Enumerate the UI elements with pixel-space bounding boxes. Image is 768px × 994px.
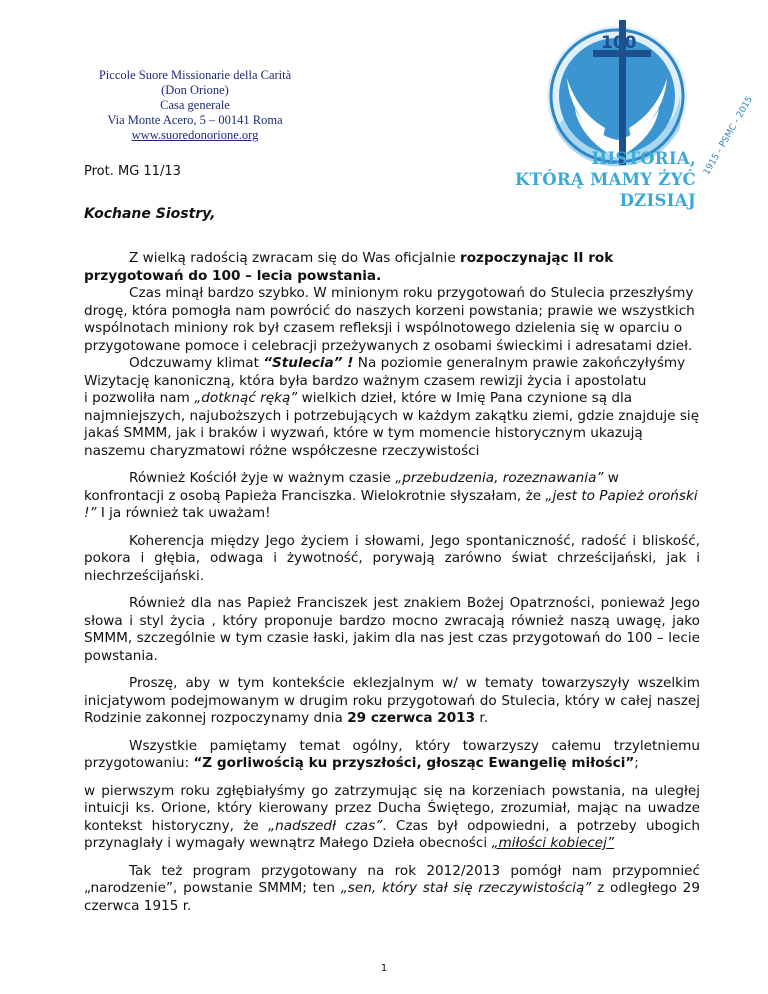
paragraph-5: Również Kościół żyje w ważnym czasie „przebudzenia, rozeznawania” w konfrontacji z osobą Papieża Franciszka. Wielokrotnie słyszałam, że „jest to Papież oroński !” I ja również tak uważam! [84, 470, 698, 521]
paragraph-4: i pozwoliła nam „dotknąć ręką” wielkich dzieł, które w Imię Pana czynione są dla najmniejszych, najuboższych i potrzebujących w każdym zakątku ziemi, gdzie znajduje się jakaś SMMM, jak i braków i wyzwań, które w tym momencie historycznym ukazują naszemu charyzmatowi różne współczesne rzeczywistości [84, 390, 700, 459]
logo-number: 100 [601, 33, 637, 53]
paragraph-8: Proszę, aby w tym kontekście eklezjalnym w/ w tematy towarzyszyły wszelkim inicjatywom podejmowanym w drugim roku przygotowań do Stulecia, który w całej naszej Rodzinie zakonnej rozpoczynamy dnia 29 czerwca 2013 r. [84, 675, 700, 726]
paragraph-11: Tak też program przygotowany na rok 2012/2013 pomógł nam przypomnieć „narodzenie”, powstanie SMMM; ten „sen, który stał się rzeczywistością” z odległego 29 czerwca 1915 r. [84, 862, 700, 914]
header-line-don-orione: (Don Orione) [161, 83, 229, 97]
header-line-casa: Casa generale [160, 98, 230, 112]
paragraph-6: Koherencja między Jego życiem i słowami, Jego spontaniczność, radość i bliskość, pokora i głębia, odwaga i żywotność, porywają zarówno świat chrześcijański, jak i niechrześcijański. [84, 532, 700, 584]
paragraph-10: w pierwszym roku zgłębiałyśmy go zatrzymując się na korzeniach powstania, na uległej intuicji ks. Orione, który kierowany przez Ducha Świętego, zrozumiał, mając na uwadze kontekst historyczny, że „nadszedł czas”. Czas był odpowiedni, a potrzeby ubogich przynaglały i wymagały wewnątrz Małego Dzieła obecności „miłości kobiecej” [84, 782, 700, 851]
paragraph-7: Również dla nas Papież Franciszek jest znakiem Bożej Opatrzności, ponieważ Jego słowa i styl życia , który proponuje bardzo mocno zwracają również naszą uwagę, jako SMMM, szczególnie w tym czasie łaski, jakim dla nas jest czas przygotowań do 100 – lecie powstania. [84, 595, 700, 664]
slogan [515, 148, 696, 211]
slogan-line-1: HISTORIA, [591, 149, 696, 168]
website-link[interactable]: www.suoredonorione.org [131, 128, 259, 142]
paragraph-3: Odczuwamy klimat “Stulecia” ! Na poziomie generalnym prawie zakończyłyśmy Wizytację kanoniczną, która była bardzo ważnym czasem rewizji życia i apostolatu [84, 355, 686, 389]
logo-arc-text: 1915 - PSMC - 2015 [702, 94, 756, 177]
letter-body [84, 250, 700, 915]
slogan-line-2: KTÓRĄ MAMY ŻYĆ [515, 170, 696, 189]
congregation-header [60, 68, 330, 143]
paragraph-1: Z wielką radością zwracam się do Was oficjalnie rozpoczynając II rok przygotowań do 100 – lecia powstania. [84, 250, 614, 284]
paragraph-2: Czas minął bardzo szybko. W minionym roku przygotowań do Stulecia przeszłyśmy drogę, która pomogła nam powrócić do naszych korzeni powstania; prawie we wszystkich wspólnotach miniony rok był czasem refleksji i wspólnotowego dzielenia się w oparciu o przygotowane pomoce i celebracji przeżywanych z osobami świeckimi i adresatami dzieł. [84, 285, 695, 354]
slogan-line-3: DZISIAJ [619, 191, 696, 210]
page-number: 1 [380, 963, 388, 974]
protocol-number: Prot. MG 11/13 [84, 164, 181, 179]
paragraph-9: Wszystkie pamiętamy temat ogólny, który towarzyszy całemu trzyletniemu przygotowaniu: “Z gorliwością ku przyszłości, głosząc Ewangelię miłości”; [84, 737, 700, 771]
header-line-address: Via Monte Acero, 5 – 00141 Roma [107, 113, 283, 127]
greeting: Kochane Siostry, [84, 206, 216, 222]
header-line-name: Piccole Suore Missionarie della Carità [98, 68, 292, 82]
